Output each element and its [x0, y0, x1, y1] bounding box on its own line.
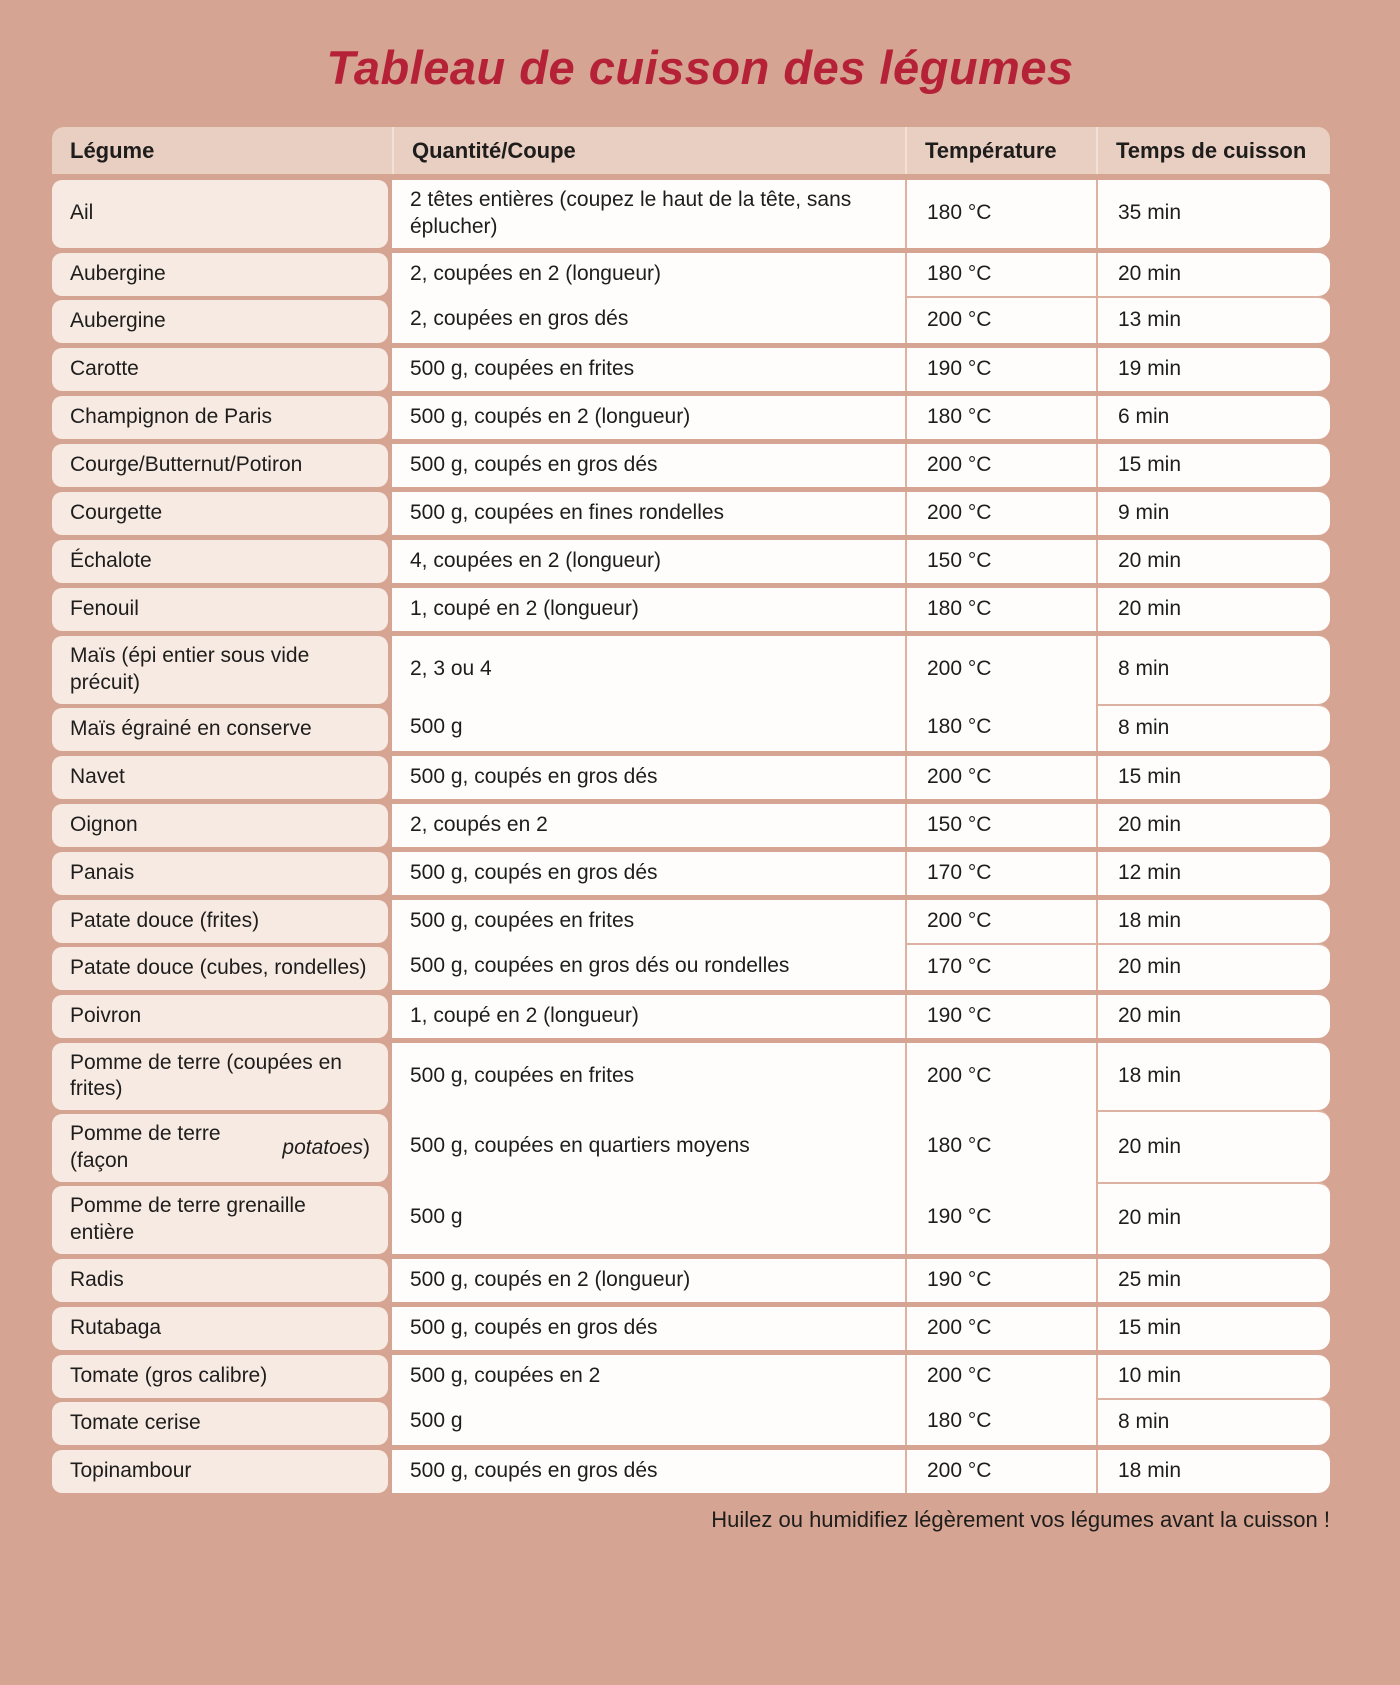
legume-cell: Poivron [52, 995, 388, 1038]
table-row [52, 756, 1330, 799]
table-row [52, 1307, 1330, 1350]
temperature-cell: 190 °C [905, 1182, 1096, 1254]
temperature-cell: 200 °C [905, 296, 1096, 343]
legume-cell: Maïs égrainé en conserve [52, 708, 388, 751]
page [0, 40, 1400, 1533]
legume-cell: Pomme de terre (coupées en frites) [52, 1043, 388, 1111]
temps-cell: 20 min [1096, 540, 1330, 583]
quantite-cell: 2, coupées en gros dés [392, 296, 905, 343]
temps-cell: 15 min [1096, 756, 1330, 799]
legume-cell: Courgette [52, 492, 388, 535]
quantite-cell: 1, coupé en 2 (longueur) [392, 588, 905, 631]
quantite-cell: 500 g, coupés en gros dés [392, 852, 905, 895]
legume-cell: Pomme de terre (façon potatoes ) [52, 1114, 388, 1182]
temperature-cell: 170 °C [905, 943, 1096, 990]
temperature-cell: 180 °C [905, 1110, 1096, 1182]
temps-cell: 20 min [1096, 1182, 1330, 1254]
temperature-cell: 200 °C [905, 444, 1096, 487]
table-row [52, 636, 1330, 704]
temps-cell: 19 min [1096, 348, 1330, 391]
temps-cell: 15 min [1096, 444, 1330, 487]
temps-cell: 15 min [1096, 1307, 1330, 1350]
temps-cell: 20 min [1096, 995, 1330, 1038]
table-row [52, 444, 1330, 487]
legume-cell: Carotte [52, 348, 388, 391]
temperature-cell: 200 °C [905, 1043, 1096, 1111]
quantite-cell: 500 g [392, 1182, 905, 1254]
table-row [52, 253, 1330, 296]
quantite-cell: 500 g, coupés en gros dés [392, 1450, 905, 1493]
legume-cell: Courge/Butternut/Potiron [52, 444, 388, 487]
legume-cell: Ail [52, 180, 388, 248]
temperature-cell: 180 °C [905, 704, 1096, 751]
table-row [52, 492, 1330, 535]
legume-cell: Topinambour [52, 1450, 388, 1493]
temperature-cell: 200 °C [905, 492, 1096, 535]
temps-cell: 20 min [1096, 943, 1330, 990]
quantite-cell: 500 g, coupées en frites [392, 900, 905, 943]
temps-cell: 8 min [1096, 636, 1330, 704]
table-row [52, 1182, 1330, 1254]
temperature-cell: 190 °C [905, 348, 1096, 391]
quantite-cell: 500 g, coupés en gros dés [392, 1307, 905, 1350]
legume-cell: Tomate cerise [52, 1402, 388, 1445]
vegetable-cooking-table [52, 127, 1330, 1493]
quantite-cell: 500 g, coupées en quartiers moyens [392, 1110, 905, 1182]
header-cell-temperature: Température [905, 127, 1096, 174]
quantite-cell: 2, coupées en 2 (longueur) [392, 253, 905, 296]
temps-cell: 35 min [1096, 180, 1330, 248]
temps-cell: 18 min [1096, 1043, 1330, 1111]
table-row [52, 348, 1330, 391]
quantite-cell: 500 g, coupés en 2 (longueur) [392, 1259, 905, 1302]
table-row [52, 1043, 1330, 1111]
table-header-row [52, 127, 1330, 174]
table-row [52, 1355, 1330, 1398]
legume-cell: Navet [52, 756, 388, 799]
header-cell-temps-de-cuisson: Temps de cuisson [1096, 127, 1330, 174]
temps-cell: 10 min [1096, 1355, 1330, 1398]
temps-cell: 6 min [1096, 396, 1330, 439]
table-row [52, 1450, 1330, 1493]
table-body [52, 180, 1330, 1493]
quantite-cell: 500 g, coupées en 2 [392, 1355, 905, 1398]
table-row [52, 900, 1330, 943]
table-row [52, 1110, 1330, 1182]
legume-cell: Tomate (gros calibre) [52, 1355, 388, 1398]
legume-cell: Radis [52, 1259, 388, 1302]
quantite-cell: 500 g [392, 1398, 905, 1445]
quantite-cell: 2, coupés en 2 [392, 804, 905, 847]
quantite-cell: 500 g, coupées en frites [392, 348, 905, 391]
header-cell-quantite-coupe: Quantité/Coupe [392, 127, 905, 174]
temperature-cell: 190 °C [905, 1259, 1096, 1302]
temperature-cell: 200 °C [905, 900, 1096, 943]
legume-cell: Échalote [52, 540, 388, 583]
quantite-cell: 1, coupé en 2 (longueur) [392, 995, 905, 1038]
temperature-cell: 200 °C [905, 636, 1096, 704]
temps-cell: 8 min [1096, 1398, 1330, 1445]
quantite-cell: 2 têtes entières (coupez le haut de la tête, sans éplucher) [392, 180, 905, 248]
legume-cell: Oignon [52, 804, 388, 847]
table-row [52, 804, 1330, 847]
temperature-cell: 180 °C [905, 180, 1096, 248]
temps-cell: 12 min [1096, 852, 1330, 895]
quantite-cell: 500 g, coupées en frites [392, 1043, 905, 1111]
temperature-cell: 150 °C [905, 540, 1096, 583]
temps-cell: 20 min [1096, 588, 1330, 631]
temperature-cell: 200 °C [905, 1450, 1096, 1493]
quantite-cell: 500 g, coupés en 2 (longueur) [392, 396, 905, 439]
quantite-cell: 500 g, coupés en gros dés [392, 444, 905, 487]
table-row [52, 180, 1330, 248]
temps-cell: 25 min [1096, 1259, 1330, 1302]
table-row [52, 1398, 1330, 1445]
legume-cell: Champignon de Paris [52, 396, 388, 439]
header-cell-legume: Légume [52, 127, 392, 174]
legume-cell: Patate douce (cubes, rondelles) [52, 947, 388, 990]
legume-cell: Rutabaga [52, 1307, 388, 1350]
table-row [52, 704, 1330, 751]
temperature-cell: 180 °C [905, 1398, 1096, 1445]
legume-cell: Aubergine [52, 253, 388, 296]
quantite-cell: 500 g, coupées en fines rondelles [392, 492, 905, 535]
legume-cell: Pomme de terre grenaille entière [52, 1186, 388, 1254]
temps-cell: 18 min [1096, 900, 1330, 943]
quantite-cell: 500 g, coupées en gros dés ou rondelles [392, 943, 905, 990]
temperature-cell: 200 °C [905, 756, 1096, 799]
table-row [52, 995, 1330, 1038]
quantite-cell: 500 g, coupés en gros dés [392, 756, 905, 799]
table-row [52, 588, 1330, 631]
temps-cell: 8 min [1096, 704, 1330, 751]
quantite-cell: 500 g [392, 704, 905, 751]
table-row [52, 540, 1330, 583]
table-row [52, 852, 1330, 895]
footer-note: Huilez ou humidifiez légèrement vos légumes avant la cuisson ! [711, 1506, 1330, 1532]
quantite-cell: 2, 3 ou 4 [392, 636, 905, 704]
temperature-cell: 180 °C [905, 396, 1096, 439]
table-row [52, 396, 1330, 439]
temps-cell: 9 min [1096, 492, 1330, 535]
temperature-cell: 190 °C [905, 995, 1096, 1038]
page-title: Tableau de cuisson des légumes [326, 41, 1074, 94]
temps-cell: 20 min [1096, 253, 1330, 296]
temperature-cell: 200 °C [905, 1355, 1096, 1398]
legume-cell: Panais [52, 852, 388, 895]
temperature-cell: 180 °C [905, 253, 1096, 296]
table-row [52, 1259, 1330, 1302]
temperature-cell: 170 °C [905, 852, 1096, 895]
legume-cell: Aubergine [52, 300, 388, 343]
temperature-cell: 180 °C [905, 588, 1096, 631]
legume-cell: Patate douce (frites) [52, 900, 388, 943]
temps-cell: 18 min [1096, 1450, 1330, 1493]
temps-cell: 20 min [1096, 804, 1330, 847]
legume-cell: Fenouil [52, 588, 388, 631]
temps-cell: 20 min [1096, 1110, 1330, 1182]
table-row [52, 296, 1330, 343]
quantite-cell: 4, coupées en 2 (longueur) [392, 540, 905, 583]
table-row [52, 943, 1330, 990]
legume-cell: Maïs (épi entier sous vide précuit) [52, 636, 388, 704]
temps-cell: 13 min [1096, 296, 1330, 343]
temperature-cell: 200 °C [905, 1307, 1096, 1350]
temperature-cell: 150 °C [905, 804, 1096, 847]
